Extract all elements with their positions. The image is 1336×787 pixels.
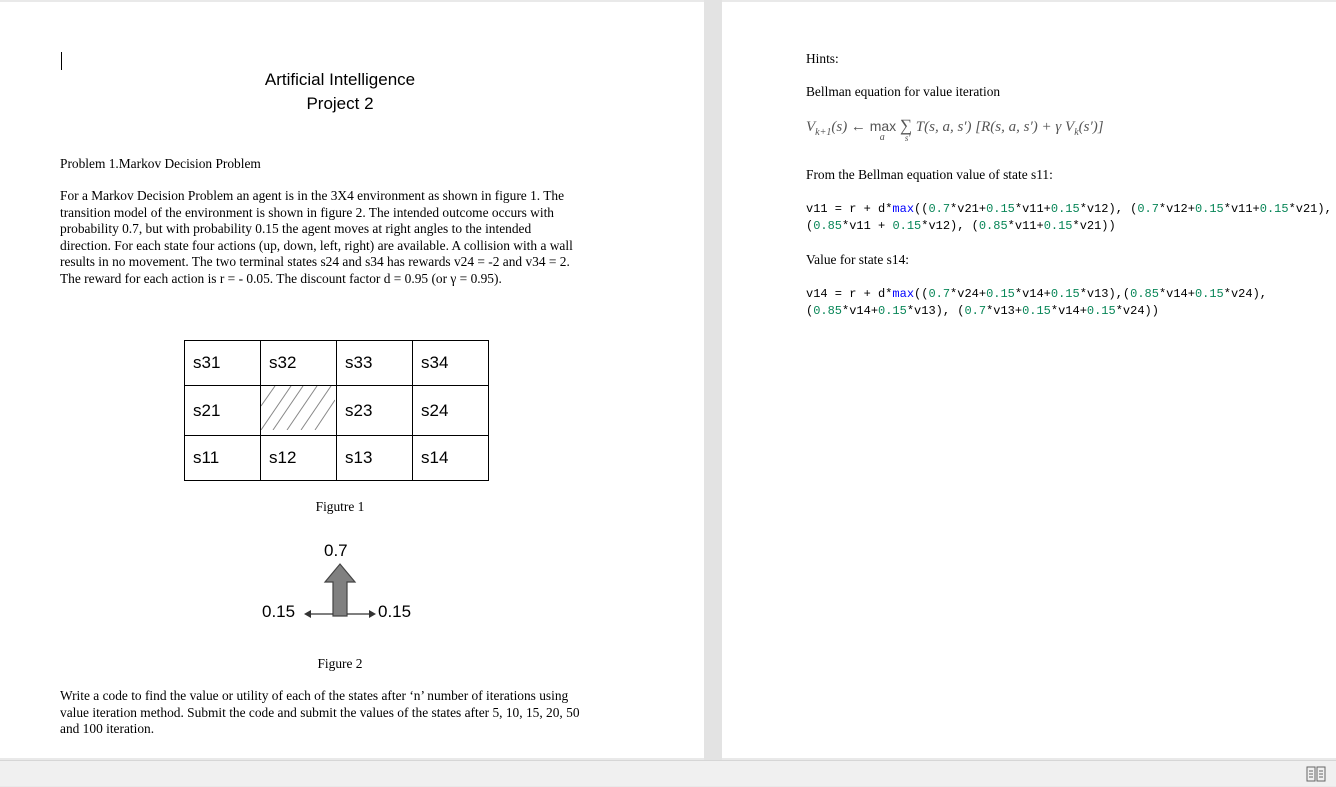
book-icon [1306,766,1326,782]
equation-max-sub: a [879,132,885,143]
transition-arrows-icon [250,538,430,634]
s11-label: From the Bellman equation value of state s11: [806,167,1053,182]
wall-cell [261,386,337,436]
description-line: results in no movement. The two terminal states s24 and s34 has rewards v24 = -2 and v34 = 2. [60,254,570,270]
equation-max [869,118,897,143]
equation-sum-symbol: ∑ [899,116,913,135]
task-line: Write a code to find the value or utility of each of the states after ‘n’ number of iterations using [60,688,569,703]
grid-world-table [184,340,489,481]
grid-cell: s13 [337,436,413,481]
status-bar [0,760,1336,786]
grid-cell: s21 [185,386,261,436]
equation-lhs-arg: (s) ← [831,119,870,135]
description-line: The reward for each action is r = - 0.05. The discount factor d = 0.95 (or γ = 0.95). [60,270,502,286]
description-line: For a Markov Decision Problem an agent is in the 3X4 environment as shown in figure 1. The [60,188,565,203]
bellman-label: Bellman equation for value iteration [806,84,1001,99]
grid-cell: s33 [337,341,413,386]
description-line: direction. For each state four actions (up, down, left, right) are available. A collision with a wall [60,237,573,253]
right-probability-label: 0.15 [378,602,412,621]
grid-cell: s11 [185,436,261,481]
description-line: transition model of the environment is shown in figure 2. The intended outcome occurs with [60,204,554,220]
equation-sum-sub: s′ [904,133,911,143]
grid-cell: s23 [337,386,413,436]
grid-cell: s24 [413,386,489,436]
grid-row [185,386,489,436]
grid-cell: s14 [413,436,489,481]
transition-model-figure [250,538,430,634]
equation-lhs: V [806,119,816,135]
equation-body: T(s, a, s′) [R(s, a, s′) + γ V [915,119,1075,135]
task-line: and 100 iteration. [60,721,155,737]
grid-cell: s34 [413,341,489,386]
problem-description [60,188,630,288]
document-page-left [0,2,704,758]
equation-max-text: max [869,118,897,134]
title-line-1: Artificial Intelligence [264,70,416,89]
wall-hatch [261,386,335,430]
grid-cell: s31 [185,341,261,386]
problem-heading: Problem 1.Markov Decision Problem [60,156,261,171]
equation-body-end: (s′)] [1078,119,1104,135]
page-gap [704,0,722,760]
task-line: value iteration method. Submit the code and submit the values of the states after 5, 10, 15, 20, 50 [60,704,580,720]
left-probability-label: 0.15 [262,602,296,621]
bellman-equation [806,116,1104,143]
code-v14: v14 = r + d*max((0.7*v24+0.15*v14+0.15*v13),(0.85*v14+0.15*v24), (0.85*v14+0.15*v13), (0.7*v13+0.15*v14+0.15*v24)) [806,287,1267,318]
equation-sum [899,116,913,143]
task-description [60,688,630,738]
figure1-caption: Figutre 1 [315,499,365,514]
read-mode-icon[interactable] [1306,766,1326,787]
equation-lhs-sub: k+1 [815,127,832,138]
description-line: probability 0.7, but with probability 0.15 the agent moves at right angles to the intended [60,221,532,237]
grid-row [185,341,489,386]
grid-cell: s12 [261,436,337,481]
hints-label: Hints: [806,51,839,66]
grid-cell: s32 [261,341,337,386]
figure2-caption: Figure 2 [317,656,363,671]
up-probability-label: 0.7 [324,541,348,560]
grid-row [185,436,489,481]
document-page-right [722,2,1336,758]
text-cursor [61,52,62,70]
s14-label: Value for state s14: [806,252,910,267]
equation-body-sub: k [1074,127,1079,138]
title-line-2: Project 2 [306,94,374,113]
code-v11: v11 = r + d*max((0.7*v21+0.15*v11+0.15*v12), (0.7*v12+0.15*v11+0.15*v21), (0.85*v11 + 0.15*v12), (0.85*v11+0.15*v21)) [806,202,1332,233]
